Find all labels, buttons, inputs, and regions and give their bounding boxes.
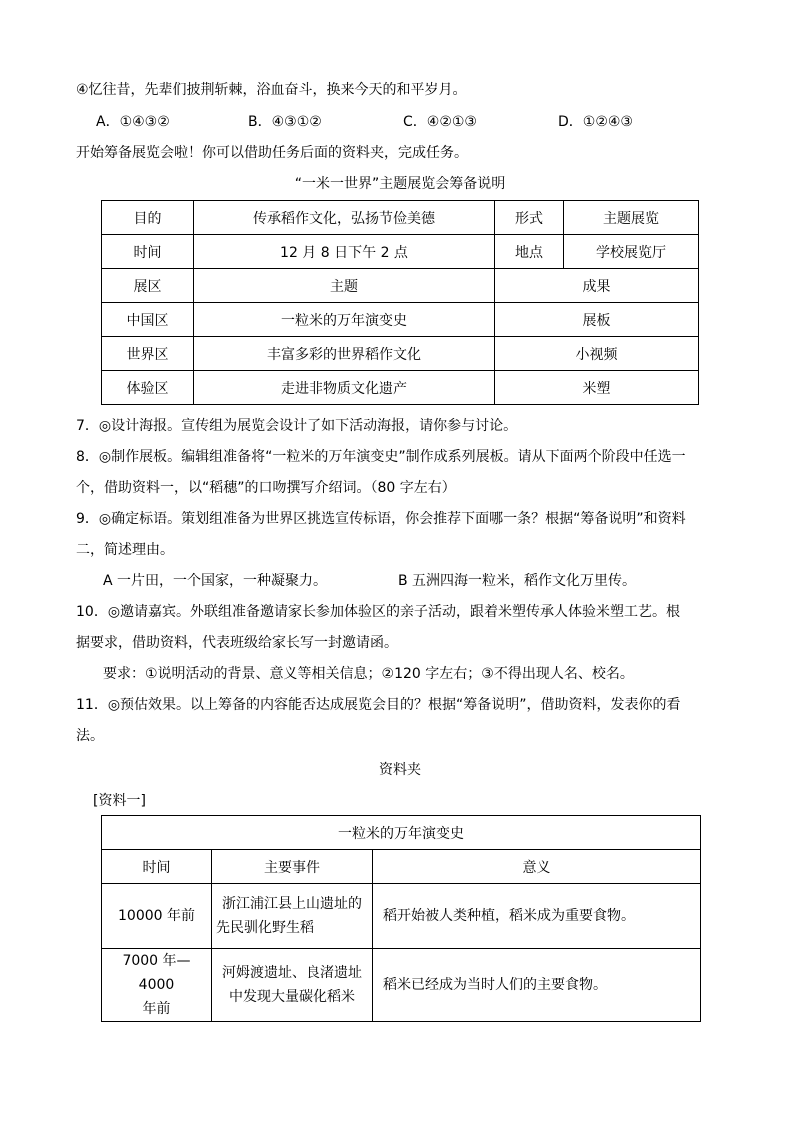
cell: 传承稻作文化，弘扬节俭美德	[194, 201, 495, 235]
table-row	[102, 949, 701, 1022]
cell: 中国区	[102, 303, 194, 337]
preparation-table	[101, 200, 699, 405]
time-line: 7000 年—4000	[122, 953, 191, 993]
cell: 体验区	[102, 371, 194, 405]
cell: 目的	[102, 201, 194, 235]
table-row	[102, 850, 701, 884]
time-line: 年前	[142, 1001, 171, 1017]
cell	[212, 884, 373, 949]
cell: 成果	[495, 269, 699, 303]
event-line: 河姆渡遗址、良渚遗址	[222, 965, 362, 981]
option-a: A．①④③②	[96, 114, 170, 130]
cell: 10000 年前	[102, 884, 212, 949]
table-row	[102, 884, 701, 949]
cell: 稻开始被人类种植，稻米成为重要食物。	[373, 884, 701, 949]
table-row	[102, 303, 699, 337]
question-10-line-2: 据要求，借助资料，代表班级给家长写一封邀请函。	[76, 635, 398, 651]
question-11-line-2: 法。	[76, 728, 104, 744]
cell: 时间	[102, 235, 194, 269]
table-row	[102, 235, 699, 269]
table-row	[102, 337, 699, 371]
question-10-requirements: 要求：①说明活动的背景、意义等相关信息；②120 字左右；③不得出现人名、校名。	[103, 666, 634, 682]
question-11-line-1: 11．◎预估效果。以上筹备的内容能否达成展览会目的？根据“筹备说明”，借助资料，发表你的看	[76, 697, 681, 713]
cell: 小视频	[495, 337, 699, 371]
cell: 学校展览厅	[564, 235, 699, 269]
cell: 时间	[102, 850, 212, 884]
cell: 稻米已经成为当时人们的主要食物。	[373, 949, 701, 1022]
cell: 丰富多彩的世界稻作文化	[194, 337, 495, 371]
cell: 主题展览	[564, 201, 699, 235]
table-row	[102, 201, 699, 235]
cell: 形式	[495, 201, 564, 235]
cell: 世界区	[102, 337, 194, 371]
question-9-line-1: 9．◎确定标语。策划组准备为世界区挑选宣传标语，你会推荐下面哪一条？根据“筹备说明”和资料	[76, 511, 686, 527]
intro-text: 开始筹备展览会啦！你可以借助任务后面的资料夹，完成任务。	[76, 145, 468, 161]
cell: 12 月 8 日下午 2 点	[194, 235, 495, 269]
option-b: B．④③①②	[248, 114, 322, 130]
event-line: 浙江浦江县上山遗址的	[222, 896, 362, 912]
cell: 展区	[102, 269, 194, 303]
event-line: 先民驯化野生稻	[216, 920, 314, 936]
table-row	[102, 816, 701, 850]
cell	[212, 949, 373, 1022]
question-8-line-2: 个，借助资料一，以“稻穗”的口吻撰写介绍词。（80 字左右）	[76, 480, 456, 496]
cell: 展板	[495, 303, 699, 337]
event-line: 中发现大量碳化稻米	[229, 989, 355, 1005]
question-item-4: ④忆往昔，先辈们披荆斩棘，浴血奋斗，换来今天的和平岁月。	[76, 82, 467, 98]
rice-history-table	[101, 815, 701, 1022]
table-row	[102, 269, 699, 303]
question-8-line-1: 8．◎制作展板。编辑组准备将“一粒米的万年演变史”制作成系列展板。请从下面两个阶段中任选一	[76, 449, 686, 465]
cell: 主要事件	[212, 850, 373, 884]
question-7: 7．◎设计海报。宣传组为展览会设计了如下活动海报，请你参与讨论。	[76, 418, 518, 434]
question-10-line-1: 10．◎邀请嘉宾。外联组准备邀请家长参加体验区的亲子活动，跟着米塑传承人体验米塑工艺。根	[76, 604, 681, 620]
folder-title: 资料夹	[379, 762, 421, 778]
question-9-option-b: B 五洲四海一粒米，稻作文化万里传。	[398, 573, 637, 589]
cell: 米塑	[495, 371, 699, 405]
material-1-label: [资料一]	[93, 793, 146, 809]
cell	[102, 949, 212, 1022]
cell: 地点	[495, 235, 564, 269]
table-row	[102, 371, 699, 405]
table-title-cell: 一粒米的万年演变史	[102, 816, 701, 850]
option-c: C．④②①③	[403, 114, 477, 130]
question-9-option-a: A 一片田，一个国家，一种凝聚力。	[103, 573, 328, 589]
option-d: D．①②④③	[558, 114, 633, 130]
question-9-line-2: 二，简述理由。	[76, 542, 174, 558]
cell: 意义	[373, 850, 701, 884]
cell: 主题	[194, 269, 495, 303]
table1-title: “一米一世界”主题展览会筹备说明	[294, 176, 506, 192]
cell: 一粒米的万年演变史	[194, 303, 495, 337]
cell: 走进非物质文化遗产	[194, 371, 495, 405]
